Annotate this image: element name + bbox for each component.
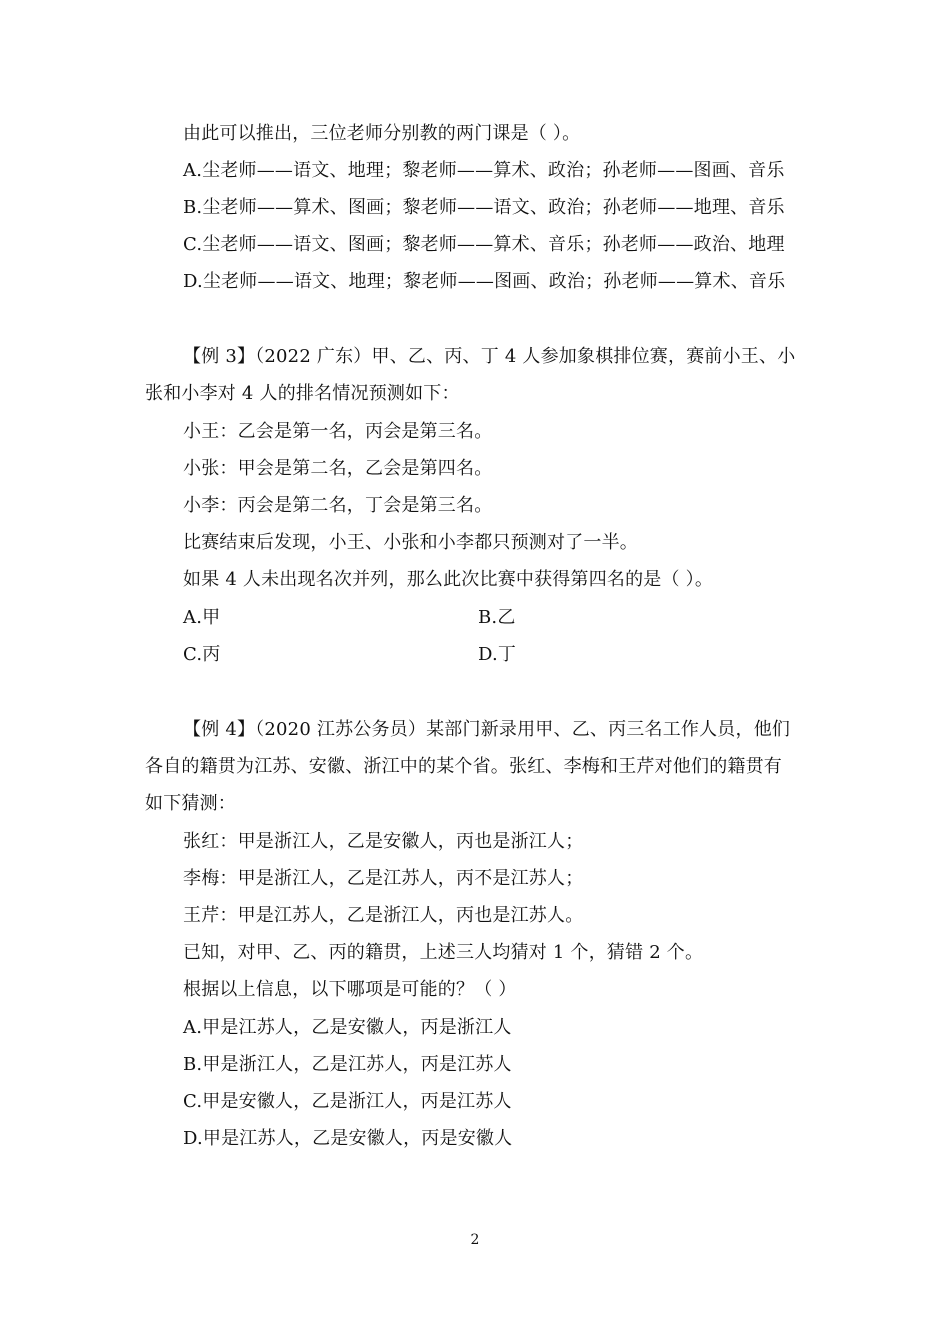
example4-guess-zhanghong: 张红：甲是浙江人，乙是安徽人，丙也是浙江人；	[183, 831, 584, 852]
example4-heading-line1: 【例 4】（2020 江苏公务员）某部门新录用甲、乙、丙三名工作人员，他们	[183, 719, 791, 740]
example3-prediction-li: 小李：丙会是第二名，丁会是第三名。	[183, 495, 493, 516]
example3-heading-line2: 张和小李对 4 人的排名情况预测如下：	[145, 383, 460, 404]
example4-guess-limei: 李梅：甲是浙江人，乙是江苏人，丙不是江苏人；	[183, 868, 584, 889]
example4-heading-line3: 如下猜测：	[145, 793, 236, 814]
example3-question: 如果 4 人未出现名次并列，那么此次比赛中获得第四名的是（ ）。	[183, 569, 714, 590]
page-number: 2	[470, 1232, 480, 1248]
example4-guess-wangqin: 王芹：甲是江苏人，乙是浙江人，丙也是江苏人。	[183, 905, 584, 926]
example3-option-a: A.甲	[183, 607, 221, 628]
example4-heading-line2: 各自的籍贯为江苏、安徽、浙江中的某个省。张红、李梅和王芹对他们的籍贯有	[145, 756, 782, 777]
intro-question: 由此可以推出，三位老师分别教的两门课是（ ）。	[183, 123, 581, 144]
example4-option-d: D.甲是江苏人，乙是安徽人，丙是安徽人	[183, 1128, 513, 1149]
example4-option-a: A.甲是江苏人，乙是安徽人，丙是浙江人	[183, 1017, 512, 1038]
intro-option-a: A.尘老师——语文、地理；黎老师——算术、政治；孙老师——图画、音乐	[183, 160, 785, 181]
example4-option-c: C.甲是安徽人，乙是浙江人，丙是江苏人	[183, 1091, 512, 1112]
example3-heading-line1: 【例 3】（2022 广东）甲、乙、丙、丁 4 人参加象棋排位赛，赛前小王、小	[183, 346, 796, 367]
intro-option-c: C.尘老师——语文、图画；黎老师——算术、音乐；孙老师——政治、地理	[183, 234, 785, 255]
example4-option-b: B.甲是浙江人，乙是江苏人，丙是江苏人	[183, 1054, 512, 1075]
example3-condition: 比赛结束后发现，小王、小张和小李都只预测对了一半。	[183, 532, 638, 553]
example3-option-d: D.丁	[478, 644, 517, 665]
example3-option-b: B.乙	[478, 607, 516, 628]
example4-question: 根据以上信息，以下哪项是可能的？（ ）	[183, 979, 517, 1000]
intro-option-b: B.尘老师——算术、图画；黎老师——语文、政治；孙老师——地理、音乐	[183, 197, 785, 218]
example3-prediction-wang: 小王：乙会是第一名，丙会是第三名。	[183, 421, 493, 442]
example3-option-c: C.丙	[183, 644, 221, 665]
example3-prediction-zhang: 小张：甲会是第二名，乙会是第四名。	[183, 458, 493, 479]
example4-condition: 已知，对甲、乙、丙的籍贯，上述三人均猜对 1 个，猜错 2 个。	[183, 942, 704, 963]
intro-option-d: D.尘老师——语文、地理；黎老师——图画、政治；孙老师——算术、音乐	[183, 271, 786, 292]
